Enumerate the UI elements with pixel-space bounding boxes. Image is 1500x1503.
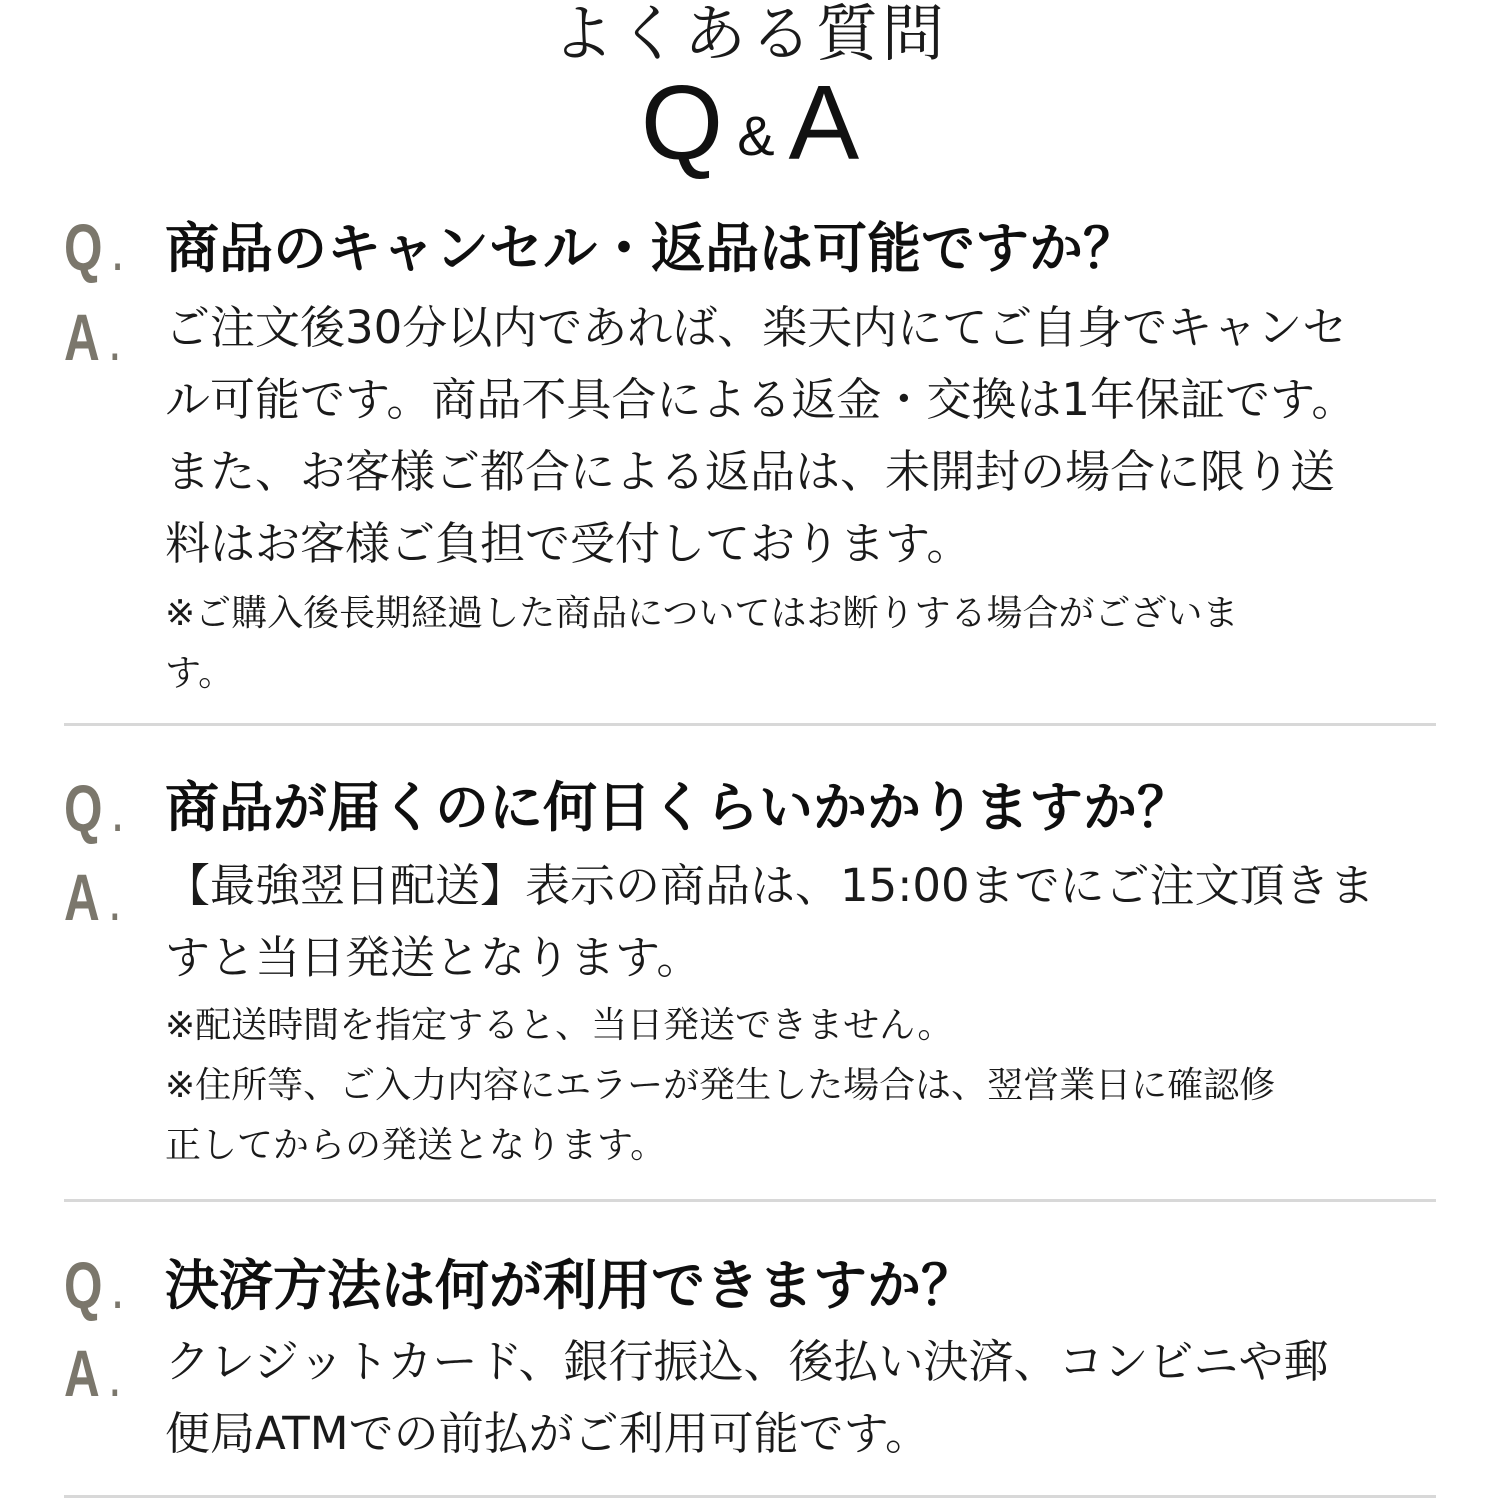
question-mark-1: Q . [64, 210, 123, 284]
answer-line: 便局ATMでの前払がご利用可能です。 [165, 1407, 931, 1460]
faq-question-3: 決済方法は何が利用できますか？ [165, 1254, 975, 1317]
answer-note: す。 [165, 653, 235, 694]
title-q: Q [640, 64, 724, 182]
faq-answer-2 [165, 850, 1435, 1176]
answer-line: クレジットカード、銀行振込、後払い決済、コンビニや郵 [165, 1335, 1329, 1388]
title-ampersand: & [737, 104, 775, 167]
faq-question-1: 商品のキャンセル・返品は可能ですか？ [165, 217, 1137, 280]
question-mark-2: Q . [64, 771, 123, 845]
faq-answer-3 [165, 1326, 1435, 1470]
divider [64, 723, 1436, 726]
answer-note: ※住所等、ご入力内容にエラーが発生した場合は、翌営業日に確認修 [165, 1065, 1276, 1106]
answer-line: ル可能です。商品不具合による返金・交換は1年保証です。 [165, 373, 1357, 426]
answer-mark-3: A . [64, 1336, 120, 1410]
faq-answer-1 [165, 292, 1435, 704]
answer-line: すと当日発送となります。 [165, 931, 702, 984]
faq-subtitle: よくある質問 [551, 0, 948, 70]
answer-note: ※ご購入後長期経過した商品についてはお断りする場合がございま [165, 593, 1239, 634]
faq-title [0, 64, 1500, 191]
answer-line: また、お客様ご都合による返品は、未開封の場合に限り送 [165, 445, 1336, 498]
faq-question-2: 商品が届くのに何日くらいかかりますか？ [165, 776, 1191, 839]
answer-line: 料はお客様ご負担で受付しております。 [165, 517, 972, 570]
answer-mark-2: A . [64, 860, 120, 934]
answer-line: 【最強翌日配送】表示の商品は、15:00までにご注文頂きま [165, 859, 1375, 912]
answer-line: ご注文後30分以内であれば、楽天内にてご自身でキャンセ [165, 301, 1348, 354]
answer-note: ※配送時間を指定すると、当日発送できません。 [165, 1005, 954, 1046]
answer-mark-1: A . [64, 300, 120, 374]
answer-note: 正してからの発送となります。 [165, 1125, 667, 1166]
divider [64, 1199, 1436, 1202]
title-a: A [788, 64, 860, 182]
question-mark-3: Q . [64, 1248, 123, 1322]
divider [64, 1495, 1436, 1498]
